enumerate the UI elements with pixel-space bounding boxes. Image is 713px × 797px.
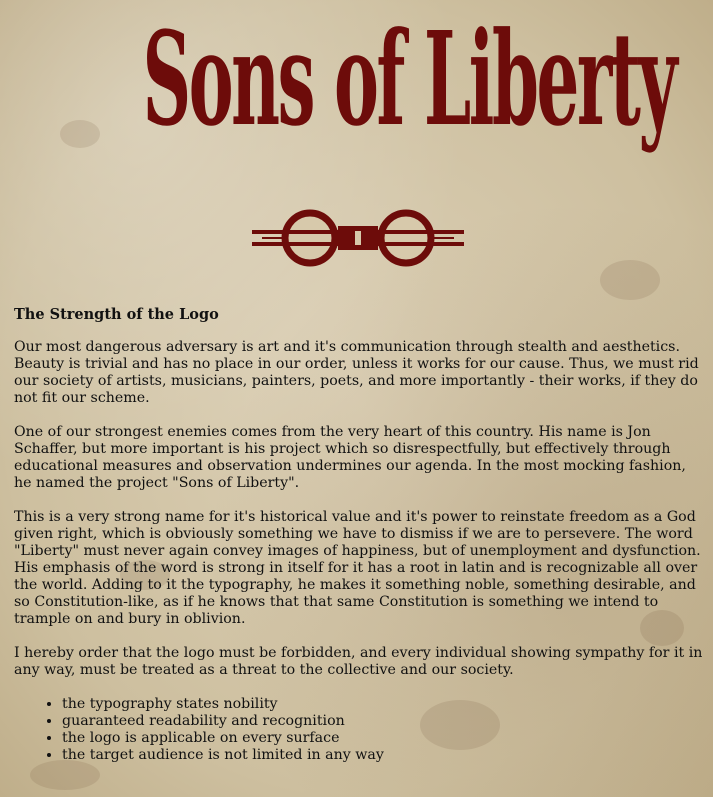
circles-emblem-icon <box>252 208 464 268</box>
paragraph: This is a very strong name for it's historical value and it's power to reinstate freedom as a God given right, which is obviously something we have to dismiss if we are to persevere. The word "Liberty" must never again convey images of happiness, but of unemployment and dysfunction. His emphasis of the word is strong in itself for it has a root in latin and is recognizable all over the world. Adding to it the typography, he makes it something noble, something desirable, and so Constitution-like, as if he knows that that same Constitution is something we intend to trample on and bury in oblivion. <box>14 509 701 627</box>
list-item: • the typography states nobility <box>62 696 704 713</box>
paragraph: Our most dangerous adversary is art and it's communication through stealth and aesthetics. Beauty is trivial and has no place in our order, unless it works for our cause. Thus, we must rid our society of artists, musicians, painters, poets, and more importantly - their works, if they do not fit our scheme. <box>14 339 699 406</box>
bullet-list <box>14 696 704 764</box>
paragraph: One of our strongest enemies comes from the very heart of this country. His name is Jon Schaffer, but more important is his project which so disrespectfully, but effectively through educational measures and observation undermines our agenda. In the most mocking fashion, he named the project "Sons of Liberty". <box>14 424 686 491</box>
logo-title: Sons of Liberty <box>142 4 676 155</box>
page-header <box>0 0 713 300</box>
paragraph: I hereby order that the logo must be forbidden, and every individual showing sympathy for it in any way, must be treated as a threat to the collective and our society. <box>14 645 703 678</box>
article-body <box>14 306 704 764</box>
list-item: • guaranteed readability and recognition <box>62 713 704 730</box>
section-heading: The Strength of the Logo <box>14 306 219 323</box>
list-item: • the target audience is not limited in any way <box>62 747 704 764</box>
parchment-stain <box>30 760 100 790</box>
list-item: • the logo is applicable on every surface <box>62 730 704 747</box>
